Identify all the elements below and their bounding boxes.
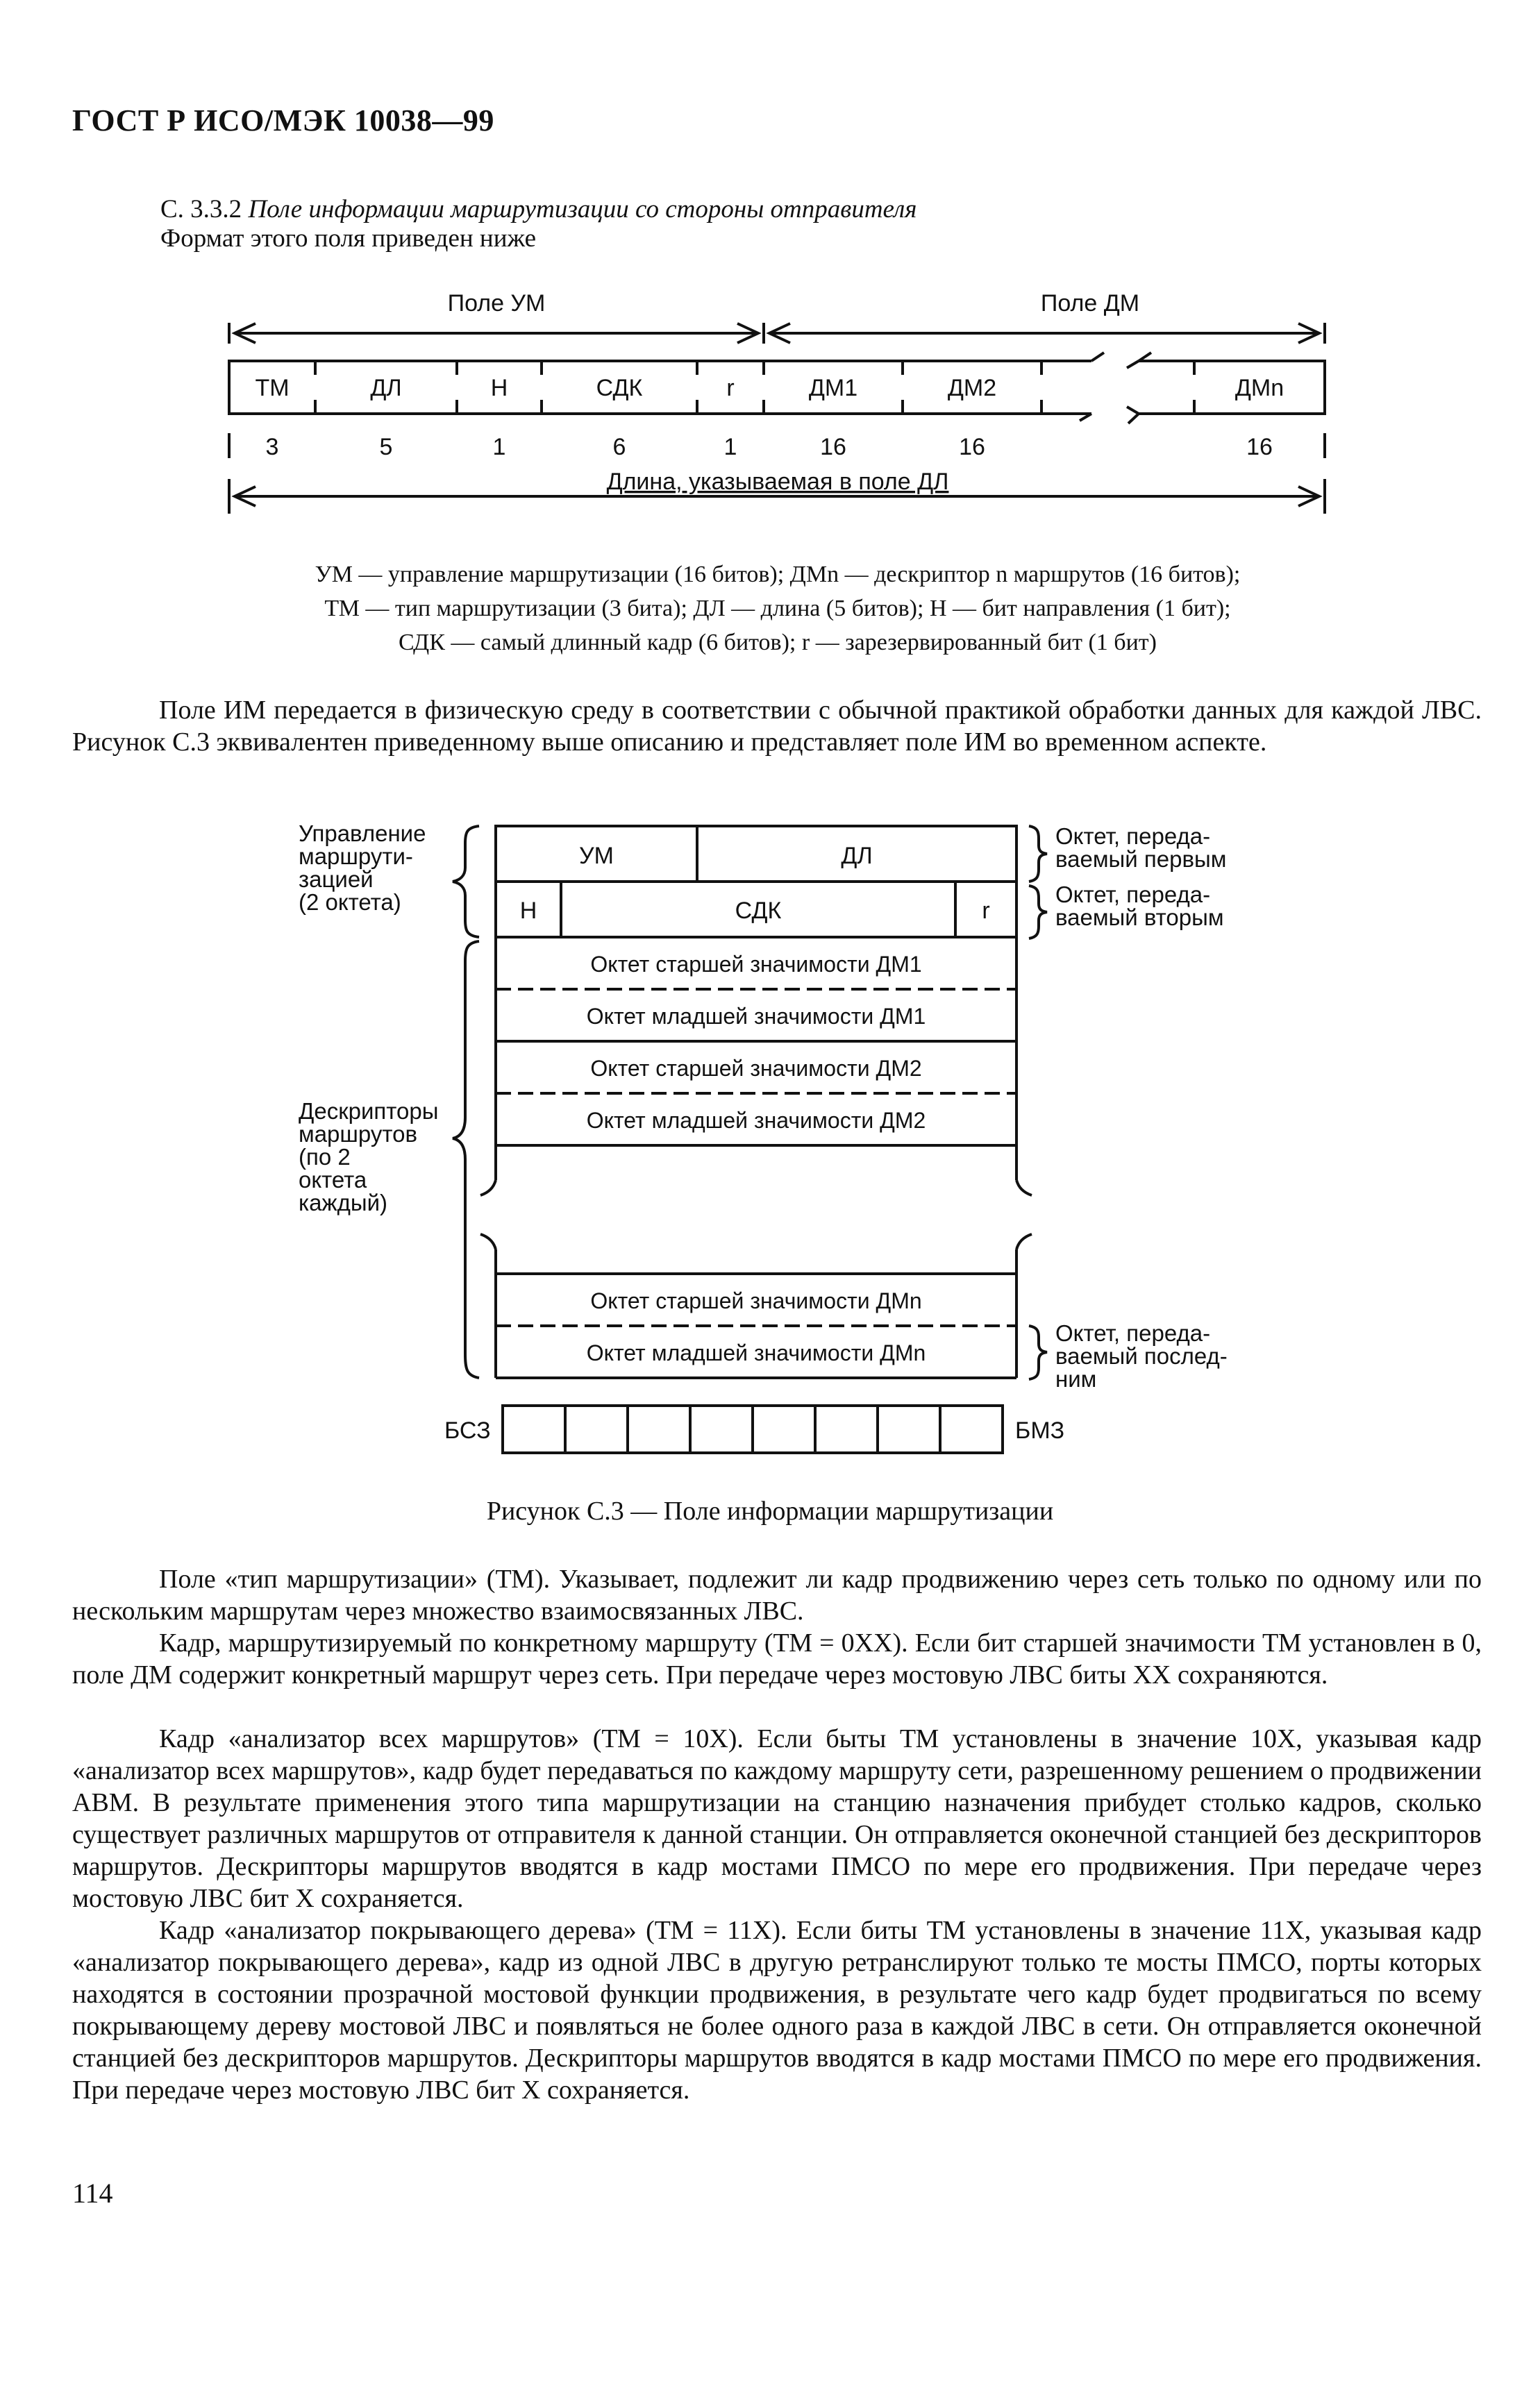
field-format-diagram (0, 0, 1540, 555)
figure-caption: Рисунок С.3 — Поле информации маршрутизации (486, 1497, 1054, 1526)
field-n: Н (490, 375, 508, 401)
field-dmn: ДМn (1234, 375, 1284, 401)
legend-line: ТМ — тип маршрутизации (3 бита); ДЛ — длина (5 битов); Н — бит направления (1 бит); (324, 596, 1231, 621)
field-tm: ТМ (255, 375, 290, 401)
dmn-high-octet: Октет старшей значимости ДМn (590, 1288, 922, 1313)
legend-line: УМ — управление маршрутизации (16 битов); ДМn — дескриптор n маршрутов (16 битов); (315, 562, 1241, 587)
field-r: r (726, 375, 735, 401)
left-label-descriptors-line: Дескрипторы (299, 1098, 439, 1124)
cell-sdk: СДК (735, 898, 782, 924)
dmn-low-octet: Октет младшей значимости ДМn (586, 1340, 926, 1365)
page-number: 114 (72, 2178, 113, 2209)
left-label-routing-line: (2 октета) (299, 889, 401, 915)
paragraph-all-routes-explorer: Кадр «анализатор всех маршрутов» (ТМ = 10Х). Если быты ТМ установлены в значение 10Х, указывая кадр «анализатор всех маршрутов», кадр будет передаваться по каждому маршруту сети, разрешенному решением о продвижении АВМ. В результате применения этого типа маршрутизации на станцию назначения прибудет столько кадров, сколько существует различных маршрутов от отправителя к данной станции. Он отправляется оконечной станцией без дескрипторов маршрутов. Дескрипторы маршрутов вводятся в кадр мостами ПМСО по мере его продвижения. При передаче через мостовую ЛВС бит Х сохраняется. (72, 1724, 1482, 1913)
right-label-first-octet: Октет, переда- (1055, 823, 1211, 849)
dm1-low-octet: Октет младшей значимости ДМ1 (586, 1004, 926, 1029)
size-sdk: 6 (612, 434, 626, 460)
paragraph-spanning-tree-explorer: Кадр «анализатор покрывающего дерева» (ТМ = 11Х). Если биты ТМ установлены в значение 11Х, указывая кадр «анализатор покрывающего дерева», кадр из одной ЛВС в другую ретранслируют только те мосты ПМСО, порты которых находятся в состоянии прозрачной мостовой функции продвижения, в результате чего кадр будет продвигаться по всему покрывающему дереву мостовой ЛВС и появляться не более одного раза в каждой ЛВС в сети. Он отправляется оконечной станцией без дескрипторов маршрутов. Дескрипторы маршрутов вводятся в кадр мостами ПМСО по мере его продвижения. При передаче через мостовую ЛВС бит Х сохраняется. (72, 1916, 1482, 2105)
legend-line: СДК — самый длинный кадр (6 битов); r — зарезервированный бит (1 бит) (399, 630, 1157, 655)
left-label-routing-line: маршрути- (299, 843, 413, 869)
left-label-descriptors-line: каждый) (299, 1190, 387, 1215)
right-label-last-octet: ваемый послед- (1055, 1343, 1228, 1369)
cell-n: Н (519, 898, 537, 924)
section-subtitle: Формат этого поля приведен ниже (160, 224, 537, 253)
dm1-high-octet: Октет старшей значимости ДМ1 (590, 952, 922, 977)
abbreviation-legend (160, 557, 1396, 659)
routing-info-figure (0, 812, 1540, 1479)
size-dmn: 16 (1246, 434, 1273, 460)
document-header: ГОСТ Р ИСО/МЭК 10038—99 (72, 103, 494, 137)
field-dm2: ДМ2 (947, 375, 997, 401)
cell-dl: ДЛ (841, 843, 873, 869)
left-label-routing-line: зацией (299, 866, 374, 892)
cell-r: r (982, 898, 990, 924)
dm2-low-octet: Октет младшей значимости ДМ2 (586, 1108, 926, 1133)
right-label-first-octet: ваемый первым (1055, 846, 1227, 872)
left-label-descriptors-line: октета (299, 1167, 367, 1193)
length-label: Длина, указываемая в поле ДЛ (606, 469, 949, 495)
cell-um: УМ (579, 843, 614, 869)
paragraph-specific-route: Кадр, маршрутизируемый по конкретному маршруту (ТМ = 0ХХ). Если бит старшей значимости ТМ установлен в 0, поле ДМ содержит конкретный маршрут через сеть. При передаче через мостовую ЛВС биты ХХ сохраняются. (72, 1628, 1482, 1690)
size-dm1: 16 (820, 434, 846, 460)
bmz-label: БМЗ (1015, 1417, 1065, 1444)
right-label-last-octet: Октет, переда- (1055, 1320, 1211, 1346)
right-label-second-octet: ваемый вторым (1055, 904, 1224, 930)
size-dl: 5 (379, 434, 393, 460)
size-n: 1 (492, 434, 506, 460)
right-label-last-octet: ним (1055, 1366, 1097, 1392)
size-tm: 3 (265, 434, 279, 460)
field-dm1: ДМ1 (808, 375, 858, 401)
intro-paragraph: Поле ИМ передается в физическую среду в соответствии с обычной практикой обработки данных для каждой ЛВС. Рисунок С.3 эквивалентен приведенному выше описанию и представляет поле ИМ во временном аспекте. (72, 696, 1482, 757)
size-dm2: 16 (959, 434, 985, 460)
size-r: 1 (723, 434, 737, 460)
paragraph-routing-type: Поле «тип маршрутизации» (ТМ). Указывает, подлежит ли кадр продвижению через сеть только по одному или по нескольким маршрутам через множество взаимосвязанных ЛВС. (72, 1565, 1482, 1626)
left-label-descriptors-line: (по 2 (299, 1144, 351, 1170)
dm2-high-octet: Октет старшей значимости ДМ2 (590, 1056, 922, 1081)
span-um-label: Поле УМ (447, 290, 546, 317)
bsz-label: БСЗ (444, 1417, 491, 1444)
right-label-second-octet: Октет, переда- (1055, 882, 1211, 907)
left-label-descriptors-line: маршрутов (299, 1121, 417, 1147)
span-dm-label: Поле ДМ (1040, 290, 1140, 317)
field-sdk: СДК (596, 375, 643, 401)
field-dl: ДЛ (370, 375, 402, 401)
left-label-routing-line: Управление (299, 820, 426, 846)
section-number: С. 3.3.2 (160, 195, 242, 224)
section-title: Поле информации маршрутизации со стороны отправителя (248, 195, 917, 224)
